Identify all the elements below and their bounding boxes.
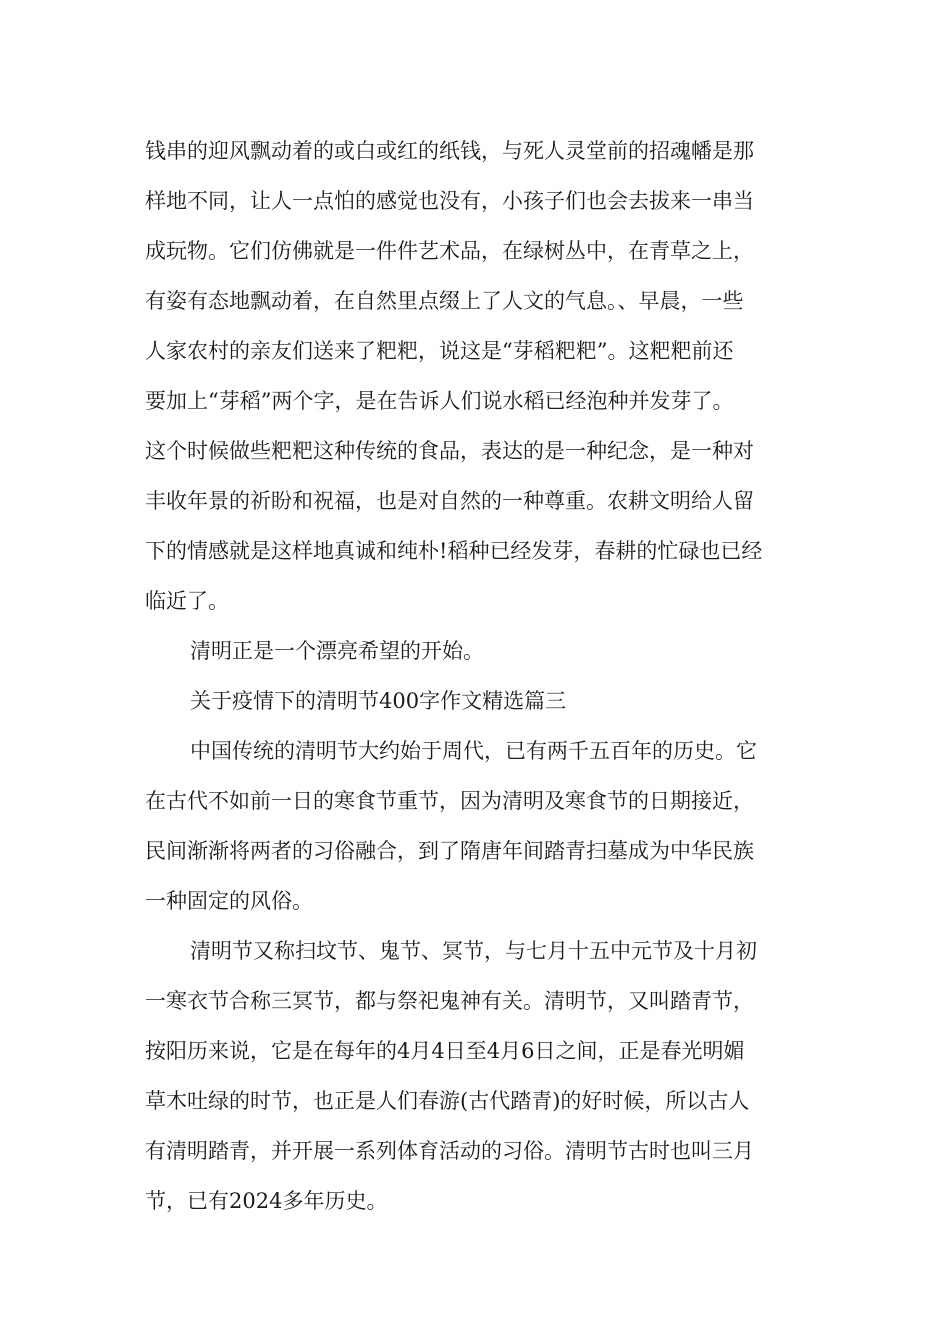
text-line: 成玩物。它们仿佛就是一件件艺术品，在绿树丛中，在青草之上， [145, 239, 754, 263]
text-line: 一寒衣节合称三冥节，都与祭祀鬼神有关。清明节，又叫踏青节， [145, 989, 754, 1013]
section-heading: 关于疫情下的清明节400字作文精选篇三 [190, 689, 567, 713]
paragraph-line: 中国传统的清明节大约始于周代，已有两千五百年的历史。它 [190, 739, 757, 763]
text-line: 民间渐渐将两者的习俗融合，到了隋唐年间踏青扫墓成为中华民族 [145, 839, 754, 863]
text-line: 按阳历来说，它是在每年的4月4日至4月6日之间，正是春光明媚 [145, 1039, 745, 1063]
text-line: 有姿有态地飘动着，在自然里点缀上了人文的气息。、早晨，一些 [145, 289, 744, 313]
text-line: 临近了。 [145, 589, 229, 613]
text-line: 节，已有2024多年历史。 [145, 1189, 388, 1213]
text-line: 这个时候做些粑粑这种传统的食品，表达的是一种纪念，是一种对 [145, 439, 754, 463]
text-line: 钱串的迎风飘动着的或白或红的纸钱，与死人灵堂前的招魂幡是那 [145, 139, 754, 163]
text-line: 有清明踏青，并开展一系列体育活动的习俗。清明节古时也叫三月 [145, 1139, 754, 1163]
text-line: 下的情感就是这样地真诚和纯朴!稻种已经发芽，春耕的忙碌也已经 [145, 539, 763, 563]
text-line: 一种固定的风俗。 [145, 889, 313, 913]
paragraph-line: 清明节又称扫坟节、鬼节、冥节，与七月十五中元节及十月初 [190, 939, 757, 963]
text-line: 在古代不如前一日的寒食节重节，因为清明及寒食节的日期接近， [145, 789, 754, 813]
text-line: 人家农村的亲友们送来了粑粑，说这是“芽稻粑粑”。这粑粑前还 [145, 339, 734, 363]
paragraph-line: 清明正是一个漂亮希望的开始。 [190, 639, 484, 663]
text-line: 草木吐绿的时节，也正是人们春游(古代踏青)的好时候，所以古人 [145, 1089, 750, 1113]
text-line: 要加上“芽稻”两个字，是在告诉人们说水稻已经泡种并发芽了。 [145, 389, 734, 413]
text-line: 样地不同，让人一点怕的感觉也没有，小孩子们也会去拔来一串当 [145, 189, 754, 213]
text-line: 丰收年景的祈盼和祝福，也是对自然的一种尊重。农耕文明给人留 [145, 489, 754, 513]
